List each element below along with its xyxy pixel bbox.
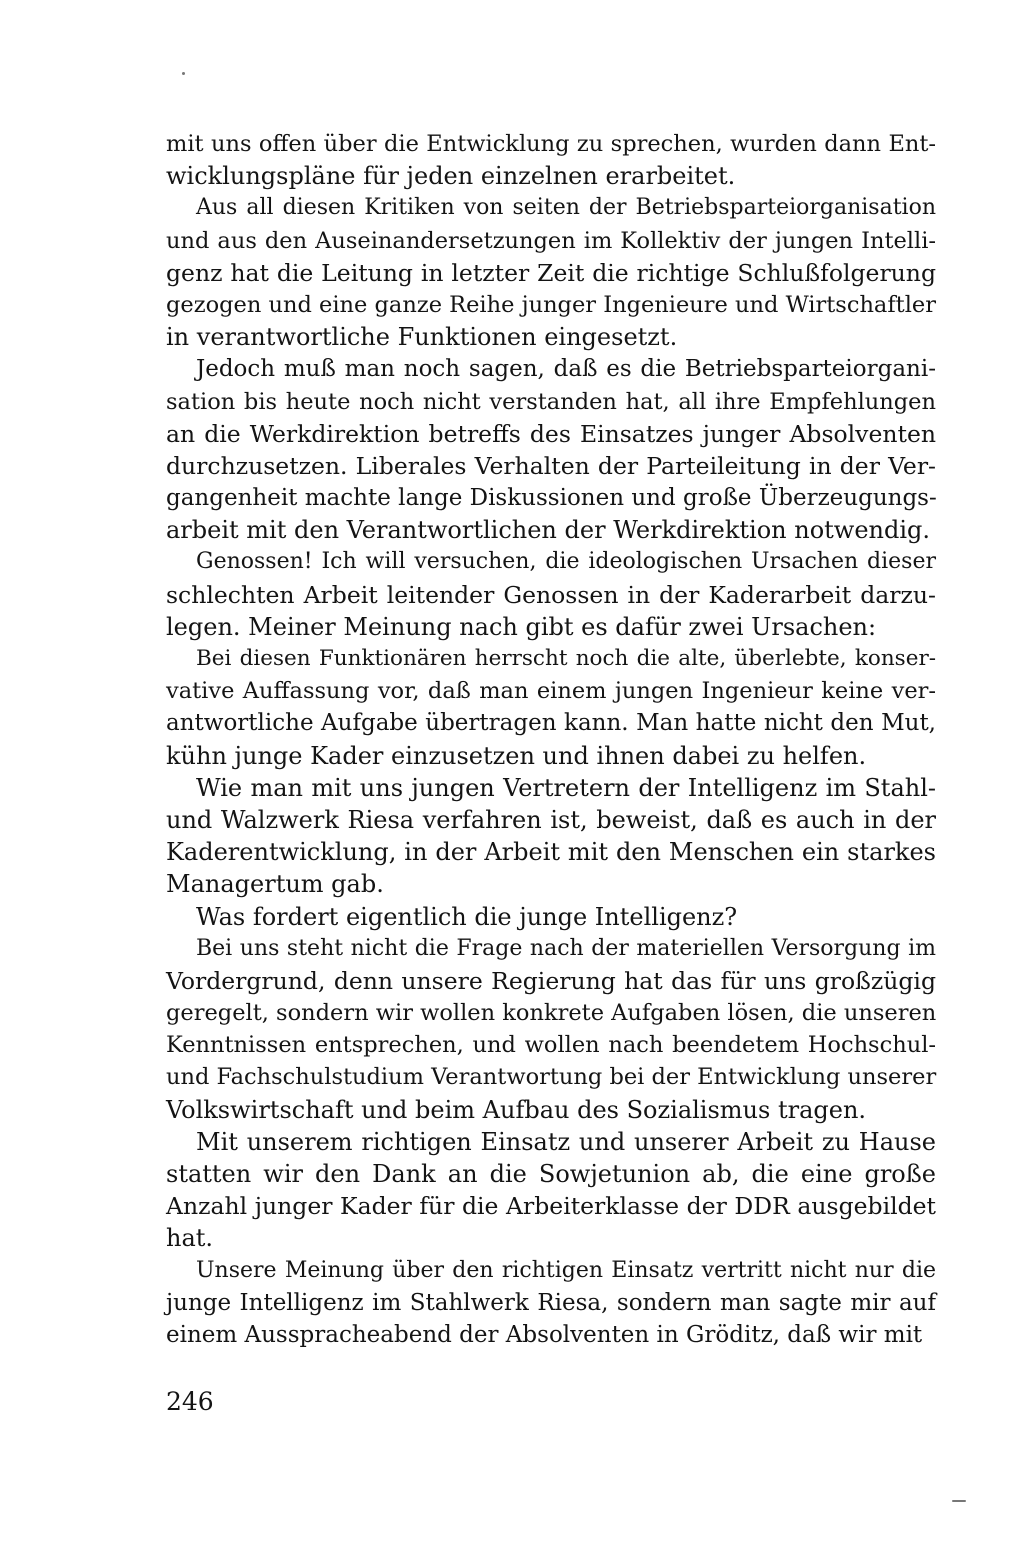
text-line: Jedoch muß man noch sagen, daß es die Betriebsparteiorgani- — [196, 356, 936, 383]
paragraph — [166, 192, 936, 353]
text-line: einem Ausspracheabend der Absolventen in Gröditz, daß wir mit — [166, 1321, 923, 1348]
text-line: gangenheit machte lange Diskussionen und große Überzeugungs- — [166, 485, 937, 512]
page-body — [166, 128, 936, 1351]
paragraph — [166, 643, 936, 772]
text-line: antwortliche Aufgabe übertragen kann. Man hatte nicht den Mut, — [166, 710, 936, 737]
text-line: in verantwortliche Funktionen eingesetzt. — [166, 323, 678, 352]
text-line: Volkswirtschaft und beim Aufbau des Sozialismus tragen. — [166, 1095, 867, 1124]
text-line: Unsere Meinung über den richtigen Einsatz vertritt nicht nur die — [196, 1257, 936, 1283]
text-line: und aus den Auseinandersetzungen im Kollektiv der jungen Intelli- — [166, 227, 936, 254]
paragraph — [166, 128, 936, 192]
text-line: gezogen und eine ganze Reihe junger Ingenieure und Wirtschaftler — [166, 291, 936, 318]
text-line: Bei diesen Funktionären herrscht noch die alte, überlebte, konser- — [196, 646, 936, 671]
page-number: 246 — [166, 1387, 214, 1416]
paragraph — [166, 1126, 936, 1255]
text-line: vative Auffassung vor, daß man einem jungen Ingenieur keine ver- — [166, 678, 936, 705]
text-line: Aus all diesen Kritiken von seiten der Betriebsparteiorganisation — [196, 195, 936, 221]
paragraph — [166, 1255, 936, 1352]
text-line: statten wir den Dank an die Sowjetunion ab, die eine große — [166, 1160, 936, 1188]
text-line: Bei uns steht nicht die Frage nach der materiellen Versorgung im — [196, 935, 936, 961]
text-line: Was fordert eigentlich die junge Intelligenz? — [196, 902, 738, 931]
paragraph — [166, 933, 936, 1126]
text-line: kühn junge Kader einzusetzen und ihnen dabei zu helfen. — [166, 741, 867, 770]
text-line: Managertum gab. — [166, 870, 384, 899]
text-line: durchzusetzen. Liberales Verhalten der Parteileitung in der Ver- — [166, 451, 936, 480]
text-line: Wie man mit uns jungen Vertretern der Intelligenz im Stahl- — [196, 773, 936, 802]
text-line: sation bis heute noch nicht verstanden hat, all ihre Empfehlungen — [166, 388, 936, 415]
text-line: geregelt, sondern wir wollen konkrete Aufgaben lösen, die unseren — [166, 1000, 937, 1027]
text-line: arbeit mit den Verantwortlichen der Werkdirektion notwendig. — [166, 516, 931, 545]
text-line: und Fachschulstudium Verantwortung bei der Entwicklung unserer — [166, 1064, 937, 1091]
text-line: Anzahl junger Kader für die Arbeiterklasse der DDR ausgebildet — [166, 1192, 936, 1221]
text-line: Kenntnissen entsprechen, und wollen nach beendetem Hochschul- — [166, 1032, 936, 1059]
text-line: hat. — [166, 1224, 214, 1253]
text-line: Kaderentwicklung, in der Arbeit mit den Menschen ein starkes — [166, 838, 936, 867]
text-line: wicklungspläne für jeden einzelnen erarbeitet. — [166, 162, 736, 191]
text-line: junge Intelligenz im Stahlwerk Riesa, sondern man sagte mir auf — [166, 1289, 936, 1316]
paragraph — [166, 772, 936, 901]
paragraph — [166, 901, 936, 933]
text-line: Genossen! Ich will versuchen, die ideologischen Ursachen dieser — [196, 549, 936, 575]
text-line: mit uns offen über die Entwicklung zu sprechen, wurden dann Ent- — [166, 131, 936, 157]
text-line: genz hat die Leitung in letzter Zeit die richtige Schlußfolgerung — [166, 258, 936, 287]
text-line: und Walzwerk Riesa verfahren ist, beweist, daß es auch in der — [166, 805, 936, 834]
text-line: an die Werkdirektion betreffs des Einsatzes junger Absolventen — [166, 419, 936, 448]
paragraph — [166, 546, 936, 643]
scan-speck — [952, 1500, 966, 1502]
text-line: schlechten Arbeit leitender Genossen in der Kaderarbeit darzu- — [166, 580, 936, 609]
text-line: Mit unserem richtigen Einsatz und unserer Arbeit zu Hause — [196, 1127, 936, 1156]
scan-speck — [182, 72, 185, 75]
paragraph — [166, 353, 936, 546]
text-line: Vordergrund, denn unsere Regierung hat das für uns großzügig — [166, 966, 936, 995]
text-line: legen. Meiner Meinung nach gibt es dafür zwei Ursachen: — [166, 612, 877, 641]
